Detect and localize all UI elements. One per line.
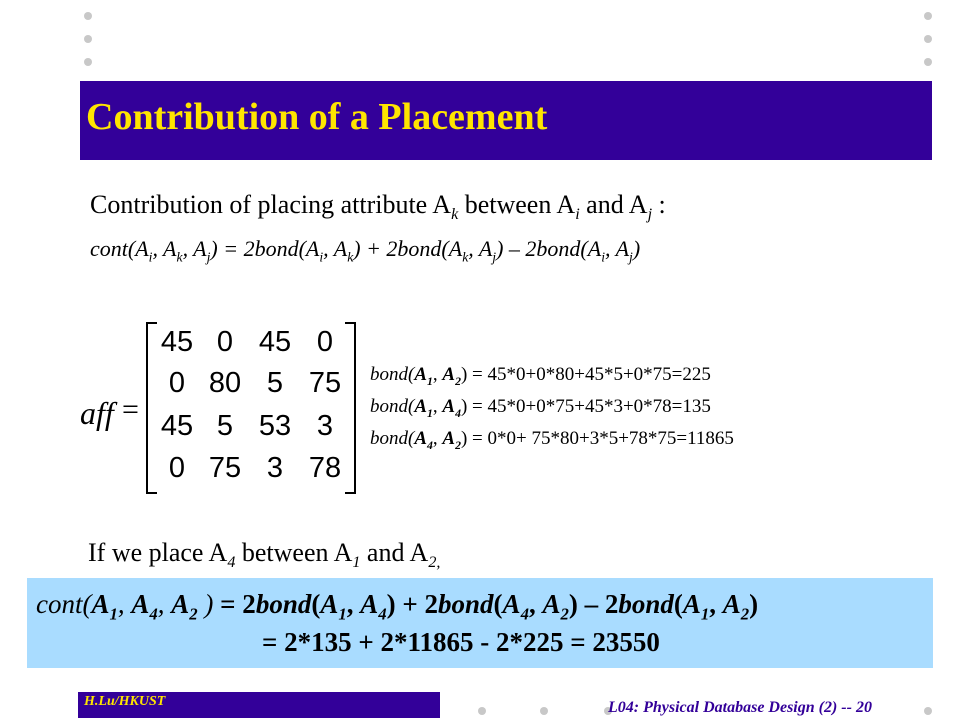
text: ) = 45*0+0*80+45*5+0*75=225 — [460, 364, 711, 385]
text: = 2 — [213, 589, 256, 619]
text: ) — [632, 236, 641, 261]
text: A — [442, 364, 456, 385]
text: ) = 2bond(A — [210, 236, 320, 261]
matrix-cell: 0 — [316, 326, 334, 358]
matrix-cell: 3 — [316, 410, 334, 442]
text: between A — [458, 190, 576, 219]
subscript: k — [347, 249, 354, 265]
subscript: 2 — [740, 604, 750, 624]
text: ) = 0*0+ 75*80+3*5+78*75=11865 — [460, 428, 734, 449]
text: cont — [36, 589, 83, 619]
text: A — [722, 589, 741, 619]
text: bond — [438, 589, 494, 619]
text: ) — [197, 589, 214, 619]
text: , — [528, 589, 543, 619]
text: bond( — [370, 428, 415, 449]
text: A — [131, 589, 150, 619]
footer-slide-info: L04: Physical Database Design (2) -- 20 — [608, 699, 872, 716]
affinity-matrix — [146, 322, 356, 494]
placement-formula — [36, 589, 758, 624]
matrix-cell: 0 — [168, 452, 186, 484]
text: , A — [152, 236, 177, 261]
subscript: i — [575, 206, 580, 224]
text: , A — [182, 236, 207, 261]
matrix-cell: 45 — [258, 326, 292, 358]
text: A — [414, 428, 428, 449]
text: + 2 — [395, 589, 439, 619]
subscript: j — [206, 249, 211, 265]
text: , — [709, 589, 723, 619]
text: , A — [468, 236, 493, 261]
text: A — [682, 589, 701, 619]
text: A — [91, 589, 110, 619]
matrix-cell: 80 — [208, 367, 242, 399]
equals-sign: = — [122, 393, 139, 426]
slide-title: Contribution of a Placement — [86, 96, 548, 138]
text: : — [652, 190, 666, 219]
subscript: i — [319, 249, 324, 265]
matrix-cell: 45 — [160, 326, 194, 358]
subscript: 1 — [338, 604, 347, 624]
decor-dot — [924, 12, 932, 20]
text: and A — [360, 538, 429, 567]
text: ( — [673, 589, 683, 619]
text: – 2 — [577, 589, 619, 619]
subscript: 2 — [455, 438, 461, 452]
decor-dot — [924, 707, 932, 715]
text: ( — [493, 589, 503, 619]
decor-dot — [84, 12, 92, 20]
text: A — [360, 589, 379, 619]
text: A — [414, 364, 428, 385]
decor-dot — [540, 707, 548, 715]
matrix-cell: 3 — [266, 452, 284, 484]
text: ) = 45*0+0*75+45*3+0*78=135 — [460, 396, 711, 417]
decor-dot — [478, 707, 486, 715]
text: ( — [82, 589, 92, 619]
text: Contribution of placing attribute A — [90, 190, 452, 219]
text: between A — [235, 538, 353, 567]
subscript: j — [492, 249, 497, 265]
matrix-cell: 75 — [308, 367, 342, 399]
decor-dot — [84, 58, 92, 66]
subscript: 4 — [378, 604, 387, 624]
placement-result: = 2*135 + 2*11865 - 2*225 = 23550 — [262, 627, 660, 657]
text: A — [502, 589, 521, 619]
text: A — [542, 589, 561, 619]
subscript: 2 — [560, 604, 569, 624]
subscript: 1 — [109, 604, 118, 624]
text: A — [320, 589, 339, 619]
subscript: j — [629, 249, 633, 265]
matrix-cell: 0 — [168, 367, 186, 399]
text: bond( — [370, 396, 415, 417]
text: , — [117, 589, 132, 619]
subscript: 4 — [520, 604, 529, 624]
text: and A — [579, 190, 648, 219]
subscript: 2 — [455, 374, 461, 388]
text: ) – 2bond(A — [496, 236, 602, 261]
subscript: 4 — [149, 604, 158, 624]
text: ) + 2bond(A — [353, 236, 463, 261]
matrix-cell: 5 — [216, 410, 234, 442]
subscript: 2, — [428, 554, 441, 572]
subscript: 4 — [227, 554, 236, 572]
subscript: j — [647, 206, 653, 224]
text: ) — [386, 589, 396, 619]
matrix-cell: 53 — [258, 410, 292, 442]
bond-a1-a2 — [370, 364, 711, 389]
matrix-cell: 0 — [216, 326, 234, 358]
subscript: k — [462, 249, 469, 265]
text: ) — [568, 589, 578, 619]
aff-label: aff — [80, 395, 114, 431]
decor-dot — [924, 35, 932, 43]
text: , — [432, 396, 443, 417]
subscript: 1 — [352, 554, 361, 572]
subscript: 4 — [427, 438, 433, 452]
subscript: i — [148, 249, 153, 265]
text: bond — [255, 589, 312, 619]
bond-a4-a2 — [370, 428, 734, 453]
text: , A — [323, 236, 348, 261]
subscript: 4 — [455, 406, 461, 420]
subscript: 1 — [427, 406, 433, 420]
text: , — [346, 589, 361, 619]
matrix-cell: 5 — [266, 367, 284, 399]
placement-sentence — [88, 538, 440, 572]
text: bond — [618, 589, 674, 619]
subscript: i — [601, 249, 605, 265]
subscript: 1 — [700, 604, 710, 624]
text: , — [432, 428, 443, 449]
decor-dot — [924, 58, 932, 66]
text: , — [157, 589, 172, 619]
text: , — [432, 364, 443, 385]
text: A — [414, 396, 428, 417]
matrix-cell: 75 — [208, 452, 242, 484]
text: cont(A — [90, 236, 149, 261]
text: A — [442, 428, 456, 449]
footer-author: H.Lu/HKUST — [84, 694, 166, 709]
decor-dot — [84, 35, 92, 43]
text: ( — [311, 589, 321, 619]
subscript: k — [176, 249, 183, 265]
text: A — [442, 396, 456, 417]
text: ) — [749, 589, 759, 619]
subscript: k — [451, 206, 459, 224]
contribution-sentence — [90, 190, 666, 224]
subscript: 2 — [189, 604, 198, 624]
matrix-cell: 78 — [308, 452, 342, 484]
text: A — [171, 589, 190, 619]
text: , A — [604, 236, 630, 261]
text: bond( — [370, 364, 415, 385]
text: If we place A — [88, 538, 228, 567]
cont-formula — [90, 236, 640, 265]
subscript: 1 — [427, 374, 433, 388]
matrix-cell: 45 — [160, 410, 194, 442]
bond-a1-a4 — [370, 396, 711, 421]
